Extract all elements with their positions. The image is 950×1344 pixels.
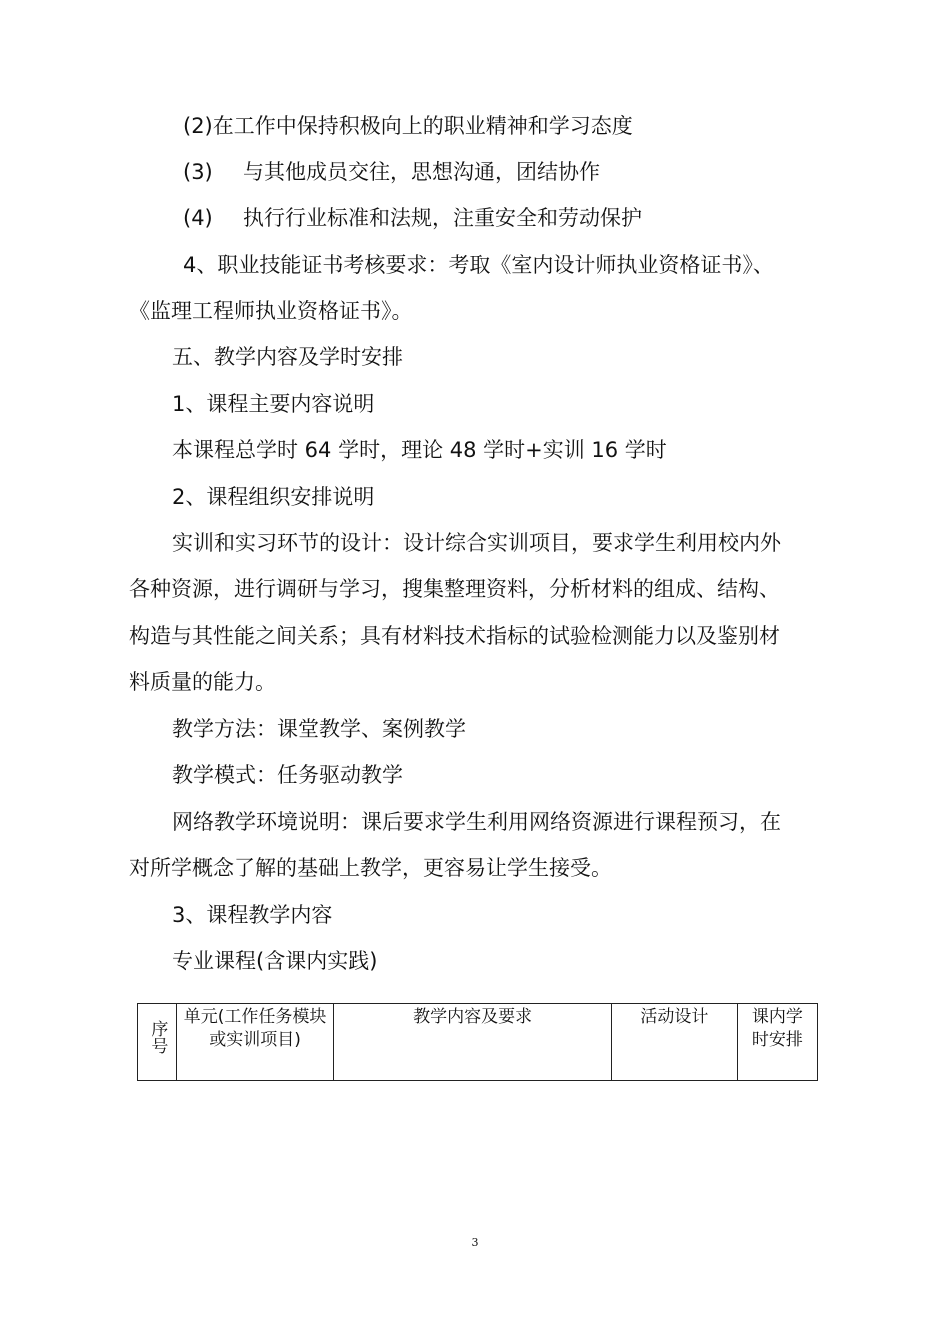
list-item-4-text: 执行行业标准和法规，注重安全和劳动保护 — [243, 206, 642, 230]
course-type-label: 专业课程(含课内实践) — [172, 949, 378, 973]
mode-line: 教学模式：任务驱动教学 — [172, 763, 403, 787]
cert-line-1: 4、职业技能证书考核要求：考取《室内设计师执业资格证书》、 — [183, 253, 774, 277]
practice-line-2: 各种资源，进行调研与学习，搜集整理资料，分析材料的组成、结构、 — [129, 577, 780, 601]
practice-line-4: 料质量的能力。 — [129, 670, 276, 694]
attitude-line: (2)在工作中保持积极向上的职业精神和学习态度 — [183, 114, 633, 138]
practice-line-1: 实训和实习环节的设计：设计综合实训项目，要求学生利用校内外 — [172, 531, 781, 555]
subsection-heading-2: 2、课程组织安排说明 — [172, 485, 375, 509]
method-line: 教学方法：课堂教学、案例教学 — [172, 717, 466, 741]
header-activity: 活动设计 — [611, 1004, 737, 1081]
header-hours: 课内学时安排 — [737, 1004, 817, 1081]
cert-line-2: 《监理工程师执业资格证书》。 — [129, 299, 413, 323]
list-item-3-text: 与其他成员交往，思想沟通，团结协作 — [243, 160, 600, 184]
list-item-3 — [183, 159, 600, 185]
hours-line: 本课程总学时 64 学时，理论 48 学时+实训 16 学时 — [172, 438, 667, 462]
network-line-2: 对所学概念了解的基础上教学，更容易让学生接受。 — [129, 856, 612, 880]
subsection-heading-1: 1、课程主要内容说明 — [172, 392, 375, 416]
practice-line-3: 构造与其性能之间关系；具有材料技术指标的试验检测能力以及鉴别材 — [129, 624, 780, 648]
subsection-heading-3: 3、课程教学内容 — [172, 903, 333, 927]
list-item-3-number: (3) — [183, 160, 213, 184]
list-item-4-number: (4) — [183, 206, 213, 230]
table-header-row — [138, 1004, 818, 1081]
teaching-content-table — [137, 1003, 818, 1081]
header-content: 教学内容及要求 — [334, 1004, 612, 1081]
header-seq: 序号 — [138, 1004, 177, 1081]
list-item-4 — [183, 205, 642, 231]
section-heading: 五、教学内容及学时安排 — [172, 345, 403, 369]
network-line-1: 网络教学环境说明：课后要求学生利用网络资源进行课程预习，在 — [172, 810, 781, 834]
header-unit: 单元(工作任务模块或实训项目) — [176, 1004, 333, 1081]
page-number: 3 — [471, 1236, 479, 1249]
